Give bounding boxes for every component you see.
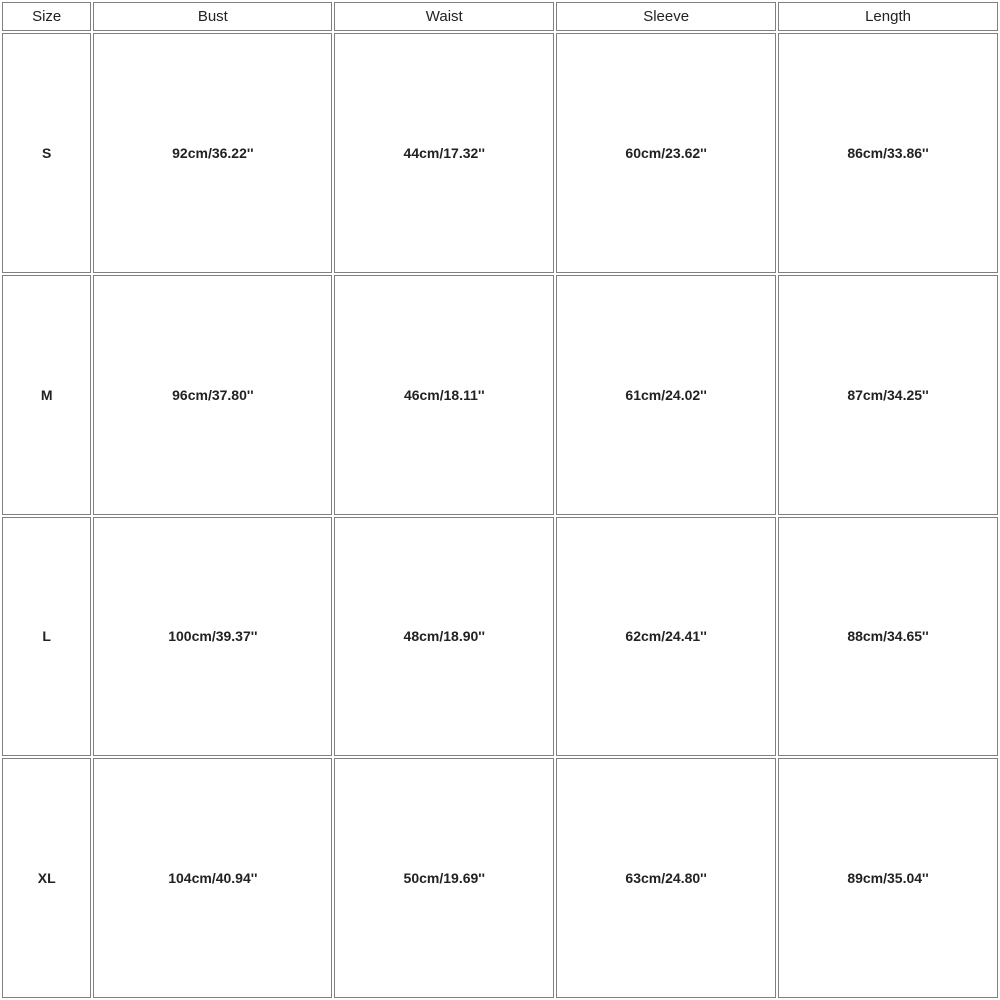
cell-length: 88cm/34.65'' bbox=[778, 517, 998, 757]
header-row bbox=[2, 2, 998, 31]
header-sleeve: Sleeve bbox=[556, 2, 776, 31]
header-size: Size bbox=[2, 2, 91, 31]
table-row bbox=[2, 275, 998, 515]
header-waist: Waist bbox=[334, 2, 554, 31]
cell-bust: 96cm/37.80'' bbox=[93, 275, 332, 515]
cell-length: 87cm/34.25'' bbox=[778, 275, 998, 515]
cell-length: 86cm/33.86'' bbox=[778, 33, 998, 273]
cell-sleeve: 60cm/23.62'' bbox=[556, 33, 776, 273]
cell-size: S bbox=[2, 33, 91, 273]
header-length: Length bbox=[778, 2, 998, 31]
cell-sleeve: 62cm/24.41'' bbox=[556, 517, 776, 757]
cell-length: 89cm/35.04'' bbox=[778, 758, 998, 998]
table-body bbox=[2, 33, 998, 998]
table-row bbox=[2, 758, 998, 998]
cell-size: XL bbox=[2, 758, 91, 998]
table-row bbox=[2, 517, 998, 757]
cell-bust: 104cm/40.94'' bbox=[93, 758, 332, 998]
cell-bust: 100cm/39.37'' bbox=[93, 517, 332, 757]
cell-sleeve: 61cm/24.02'' bbox=[556, 275, 776, 515]
table-row bbox=[2, 33, 998, 273]
cell-sleeve: 63cm/24.80'' bbox=[556, 758, 776, 998]
cell-waist: 48cm/18.90'' bbox=[334, 517, 554, 757]
cell-waist: 46cm/18.11'' bbox=[334, 275, 554, 515]
table-header bbox=[2, 2, 998, 31]
cell-size: M bbox=[2, 275, 91, 515]
cell-bust: 92cm/36.22'' bbox=[93, 33, 332, 273]
cell-waist: 50cm/19.69'' bbox=[334, 758, 554, 998]
cell-waist: 44cm/17.32'' bbox=[334, 33, 554, 273]
cell-size: L bbox=[2, 517, 91, 757]
header-bust: Bust bbox=[93, 2, 332, 31]
